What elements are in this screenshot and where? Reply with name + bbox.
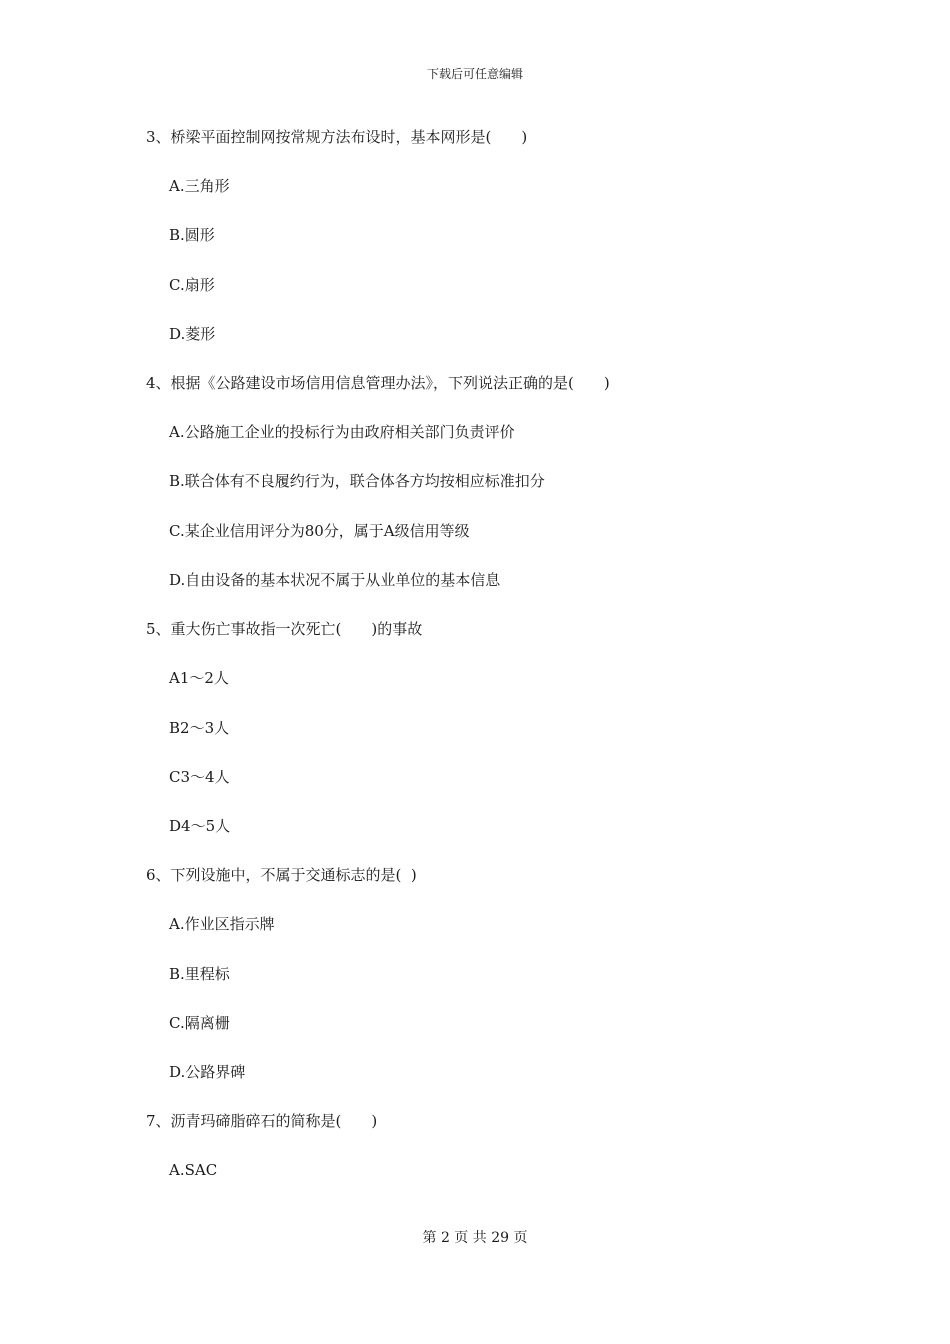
page-header: 下载后可任意编辑 bbox=[426, 67, 523, 81]
question-5-option-a: A1～2人 bbox=[169, 669, 229, 687]
question-6-option-b: B.里程标 bbox=[169, 965, 230, 983]
question-5-option-b: B2～3人 bbox=[169, 719, 230, 737]
question-3-option-d: D.菱形 bbox=[169, 325, 216, 343]
question-3-option-c: C.扇形 bbox=[169, 276, 215, 294]
question-4-option-b: B.联合体有不良履约行为，联合体各方均按相应标准扣分 bbox=[169, 472, 545, 490]
question-6-option-d: D.公路界碑 bbox=[169, 1063, 246, 1081]
question-5-stem: 5、重大伤亡事故指一次死亡( )的事故 bbox=[146, 620, 423, 638]
question-3-stem: 3、桥梁平面控制网按常规方法布设时，基本网形是( ) bbox=[146, 128, 528, 146]
question-6-option-a: A.作业区指示牌 bbox=[169, 915, 275, 933]
question-5-option-d: D4～5人 bbox=[169, 817, 231, 835]
question-4-option-d: D.自由设备的基本状况不属于从业单位的基本信息 bbox=[169, 571, 501, 589]
question-6-stem: 6、下列设施中，不属于交通标志的是( ) bbox=[146, 866, 417, 884]
question-4-option-a: A.公路施工企业的投标行为由政府相关部门负责评价 bbox=[169, 423, 515, 441]
question-5-option-c: C3～4人 bbox=[169, 768, 230, 786]
question-7-option-a: A.SAC bbox=[169, 1161, 218, 1179]
question-4-stem: 4、根据《公路建设市场信用信息管理办法》，下列说法正确的是( ) bbox=[146, 374, 610, 392]
question-7-stem: 7、沥青玛碲脂碎石的简称是( ) bbox=[146, 1112, 378, 1130]
question-6-option-c: C.隔离栅 bbox=[169, 1014, 230, 1032]
question-4-option-c: C.某企业信用评分为80分，属于A级信用等级 bbox=[169, 522, 470, 540]
question-3-option-b: B.圆形 bbox=[169, 226, 215, 244]
question-3-option-a: A.三角形 bbox=[169, 177, 230, 195]
page-footer: 第 2 页 共 29 页 bbox=[422, 1230, 528, 1246]
